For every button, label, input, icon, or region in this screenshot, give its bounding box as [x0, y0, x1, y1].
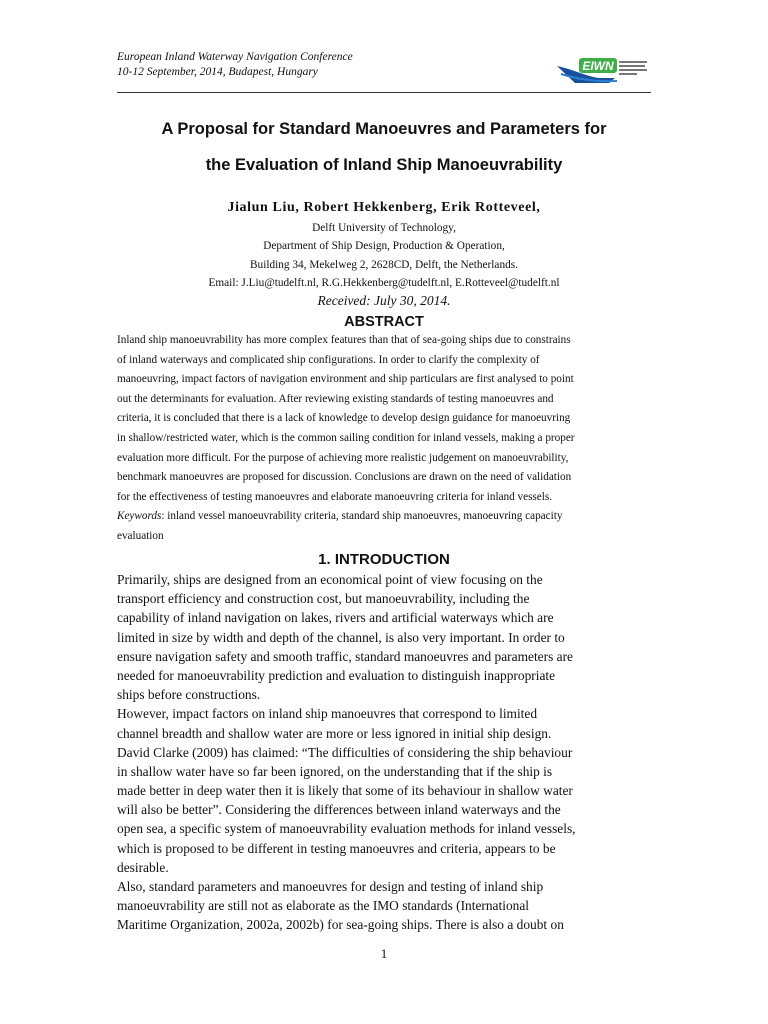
affiliation-university: Delft University of Technology,	[312, 222, 456, 234]
introduction-body	[117, 570, 657, 935]
body-line: transport efficiency and construction cost, but manoeuvrability, including the	[117, 591, 530, 607]
abstract-line: evaluation more difficult. For the purpose of achieving more realistic judgement on manoeuvrability,	[117, 451, 569, 464]
paper-title-line-1: A Proposal for Standard Manoeuvres and Parameters for	[161, 120, 607, 138]
keywords-line	[117, 507, 651, 527]
received-date: Received: July 30, 2014.	[317, 293, 451, 308]
affiliation-emails: Email: J.Liu@tudelft.nl, R.G.Hekkenberg@tudelft.nl, E.Rotteveel@tudelft.nl	[208, 277, 560, 289]
body-line: Also, standard parameters and manoeuvres for design and testing of inland ship	[117, 879, 544, 894]
eiwn-logo	[555, 52, 651, 88]
keywords-line-continued: evaluation	[117, 529, 164, 542]
body-line: channel breadth and shallow water are more or less ignored in initial ship design.	[117, 725, 552, 741]
page-number: 1	[380, 946, 388, 961]
body-line: ensure navigation safety and smooth traffic, standard manoeuvres and parameters are	[117, 648, 573, 664]
affiliation-department: Department of Ship Design, Production & Operation,	[263, 240, 505, 252]
abstract-line: of inland waterways and complicated ship configurations. In order to clarify the complexity of	[117, 353, 540, 366]
body-line: desirable.	[117, 859, 169, 875]
author-list: Jialun Liu, Robert Hekkenberg, Erik Rotteveel,	[227, 200, 541, 215]
body-line: However, impact factors on inland ship manoeuvres that correspond to limited	[117, 706, 538, 722]
abstract-body	[117, 331, 651, 547]
introduction-heading: 1. INTRODUCTION	[318, 551, 450, 568]
abstract-line: benchmark manoeuvres are proposed for discussion. Conclusions are drawn on the need of validation	[117, 471, 572, 484]
body-line: made better in deep water then it is likely that some of its behaviour in shallow water	[117, 783, 573, 799]
body-line: Maritime Organization, 2002a, 2002b) for sea-going ships. There is also a doubt on	[117, 917, 564, 933]
abstract-line: in shallow/restricted water, which is the common sailing condition for inland vessels, making a proper	[117, 431, 575, 444]
abstract-line: out the determinants for evaluation. After reviewing existing standards of testing manoeuvres and	[117, 392, 554, 405]
abstract-line: for the effectiveness of testing manoeuvres and elaborate manoeuvring criteria for inland vessels.	[117, 490, 553, 503]
conference-name: European Inland Waterway Navigation Conference	[117, 51, 353, 63]
body-line: needed for manoeuvrability prediction and evaluation to distinguish inappropriate	[117, 667, 556, 683]
body-line: capability of inland navigation on lakes, rivers and artificial waterways which are	[117, 610, 554, 626]
keywords-text: : inland vessel manoeuvrability criteria, standard ship manoeuvres, manoeuvring capacity	[161, 510, 563, 523]
body-line: will also be better”. Considering the differences between inland waterways and the	[117, 802, 561, 818]
body-line: manoeuvrability are still not as elaborate as the IMO standards (International	[117, 898, 529, 914]
keywords-label: Keywords	[117, 510, 162, 523]
affiliation-address: Building 34, Mekelweg 2, 2628CD, Delft, the Netherlands.	[250, 259, 518, 271]
abstract-heading: ABSTRACT	[344, 314, 424, 330]
body-line: David Clarke (2009) has claimed: “The difficulties of considering the ship behaviour	[117, 744, 573, 760]
body-line: open sea, a specific system of manoeuvrability evaluation methods for inland vessels,	[117, 821, 576, 837]
body-line: in shallow water have so far been ignored, on the understanding that if the ship is	[117, 763, 553, 779]
body-line: which is proposed to be different in testing manoeuvres and criteria, appears to be	[117, 840, 556, 856]
body-line: ships before constructions.	[117, 687, 261, 703]
logo-lettering: EIWN	[582, 59, 614, 73]
header-divider	[117, 92, 651, 93]
paper-title-line-2: the Evaluation of Inland Ship Manoeuvrability	[205, 156, 563, 174]
body-line: Primarily, ships are designed from an economical point of view focusing on the	[117, 572, 543, 587]
abstract-line: Inland ship manoeuvrability has more complex features than that of sea-going ships due to constrains	[117, 334, 571, 346]
abstract-line: manoeuvring, impact factors of navigation environment and ship particulars are first analysed to point	[117, 373, 574, 386]
body-line: limited in size by width and depth of the channel, is also very important. In order to	[117, 629, 565, 645]
conference-date-location: 10-12 September, 2014, Budapest, Hungary	[117, 66, 318, 78]
abstract-line: criteria, it is concluded that there is a lack of knowledge to develop design guidance for manoeuvring	[117, 412, 571, 425]
page-header	[117, 50, 651, 94]
